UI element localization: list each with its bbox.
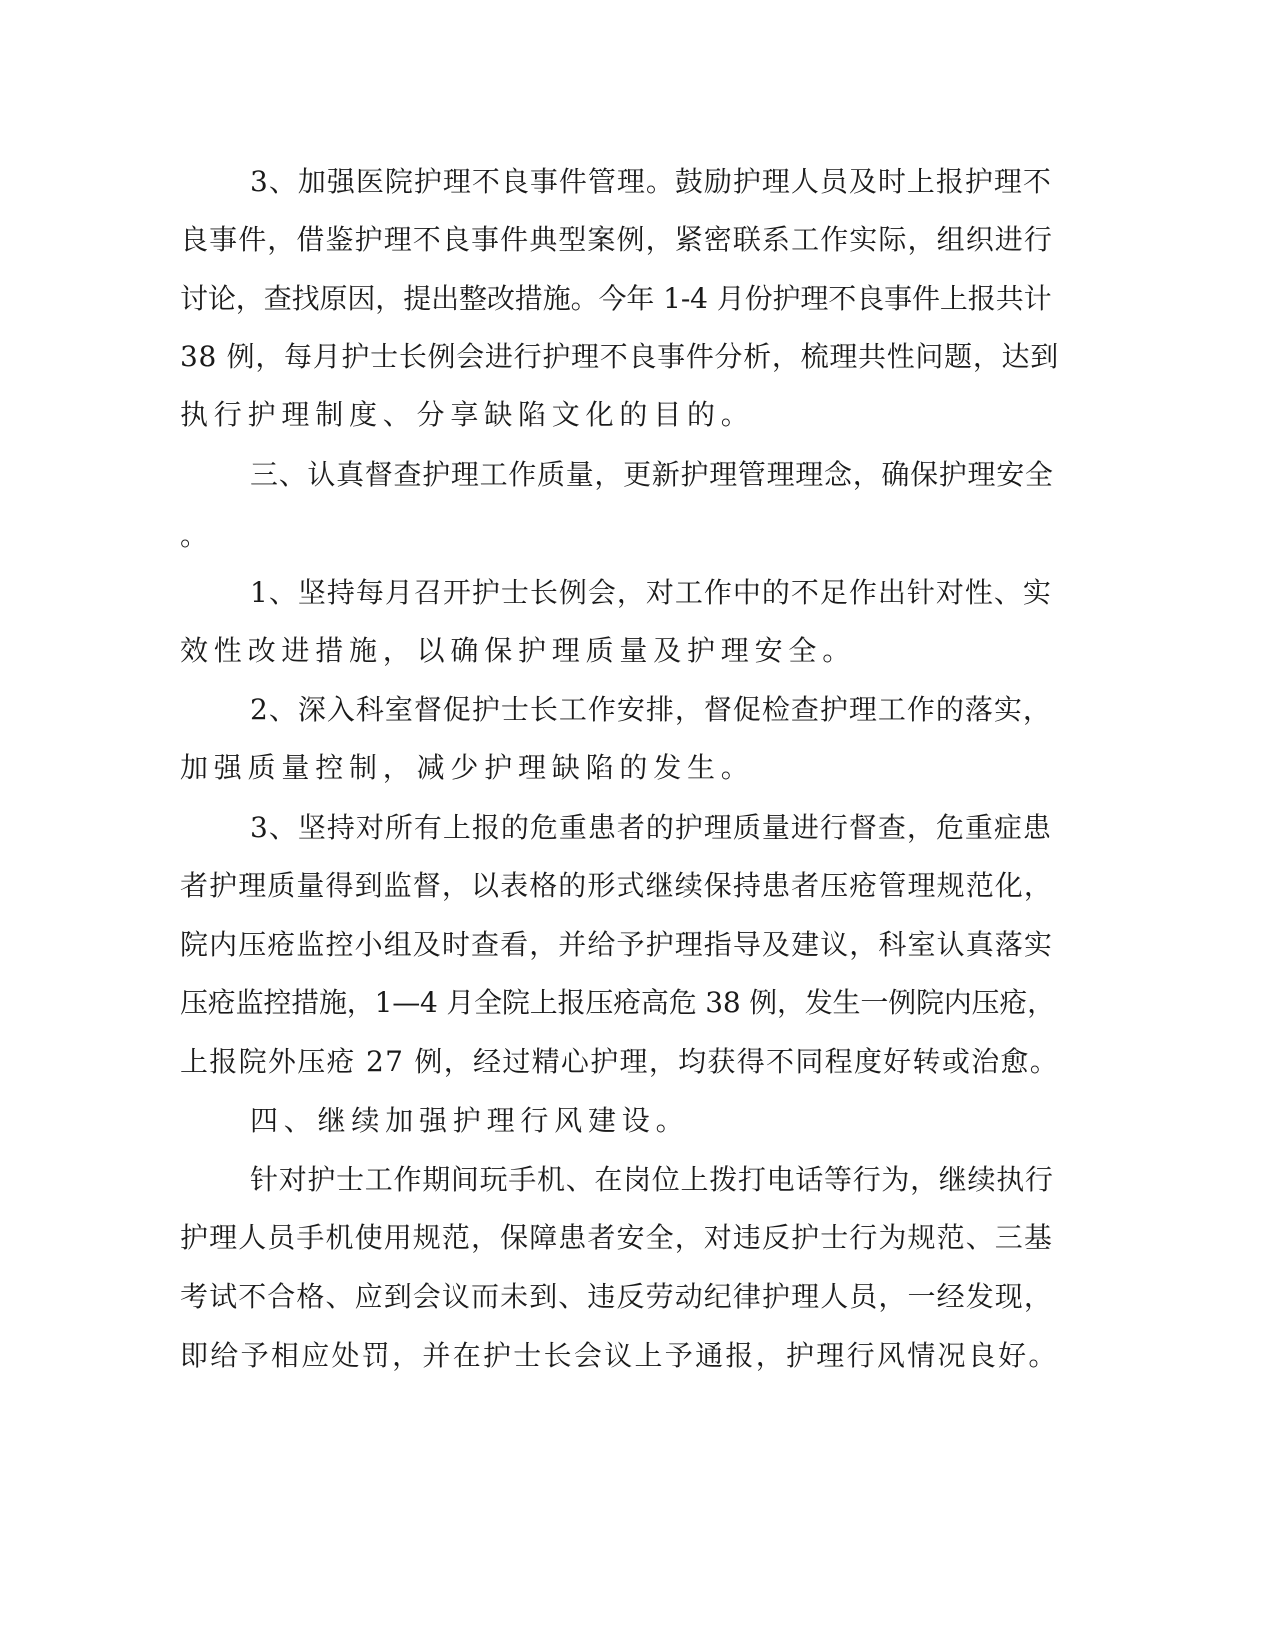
text-line: 2、深入科室督促护士长工作安排，督促检查护理工作的落实， bbox=[250, 693, 1052, 726]
text-line: 即给予相应处罚，并在护士长会议上予通报，护理行风情况良好。 bbox=[180, 1339, 1059, 1372]
text-line: 3、加强医院护理不良事件管理。鼓励护理人员及时上报护理不 bbox=[250, 165, 1052, 198]
text-line: 院内压疮监控小组及时查看，并给予护理指导及建议，科室认真落实 bbox=[180, 928, 1054, 961]
text-line: 执行护理制度、分享缺陷文化的目的。 bbox=[180, 398, 755, 431]
text-line: 良事件，借鉴护理不良事件典型案例，紧密联系工作实际，组织进行 bbox=[180, 223, 1054, 256]
text-line: 压疮监控措施，1—4 月全院上报压疮高危 38 例，发生一例院内压疮， bbox=[180, 986, 1055, 1019]
text-line: 效性改进措施，以确保护理质量及护理安全。 bbox=[180, 634, 857, 667]
text-line: 38 例，每月护士长例会进行护理不良事件分析，梳理共性问题，达到 bbox=[180, 340, 1059, 373]
text-line: 上报院外压疮 27 例，经过精心护理，均获得不同程度好转或治愈。 bbox=[180, 1045, 1060, 1078]
text-line: 3、坚持对所有上报的危重患者的护理质量进行督查，危重症患 bbox=[250, 811, 1052, 844]
text-line: 者护理质量得到监督，以表格的形式继续保持患者压疮管理规范化， bbox=[180, 869, 1054, 902]
text-line: 护理人员手机使用规范，保障患者安全，对违反护士行为规范、三基 bbox=[180, 1221, 1054, 1254]
text-line: 1、坚持每月召开护士长例会，对工作中的不足作出针对性、实 bbox=[250, 576, 1052, 609]
text-line: 针对护士工作期间玩手机、在岗位上拨打电话等行为，继续执行 bbox=[250, 1163, 1054, 1196]
section-heading: 四、继续加强护理行风建设。 bbox=[250, 1104, 690, 1137]
text-line: 。 bbox=[180, 519, 214, 552]
section-heading: 三、认真督查护理工作质量，更新护理管理理念，确保护理安全 bbox=[250, 458, 1054, 491]
text-line: 加强质量控制，减少护理缺陷的发生。 bbox=[180, 751, 755, 784]
text-line: 考试不合格、应到会议而未到、违反劳动纪律护理人员，一经发现， bbox=[180, 1280, 1054, 1313]
text-line: 讨论，查找原因，提出整改措施。今年 1-4 月份护理不良事件上报共计 bbox=[180, 282, 1052, 315]
